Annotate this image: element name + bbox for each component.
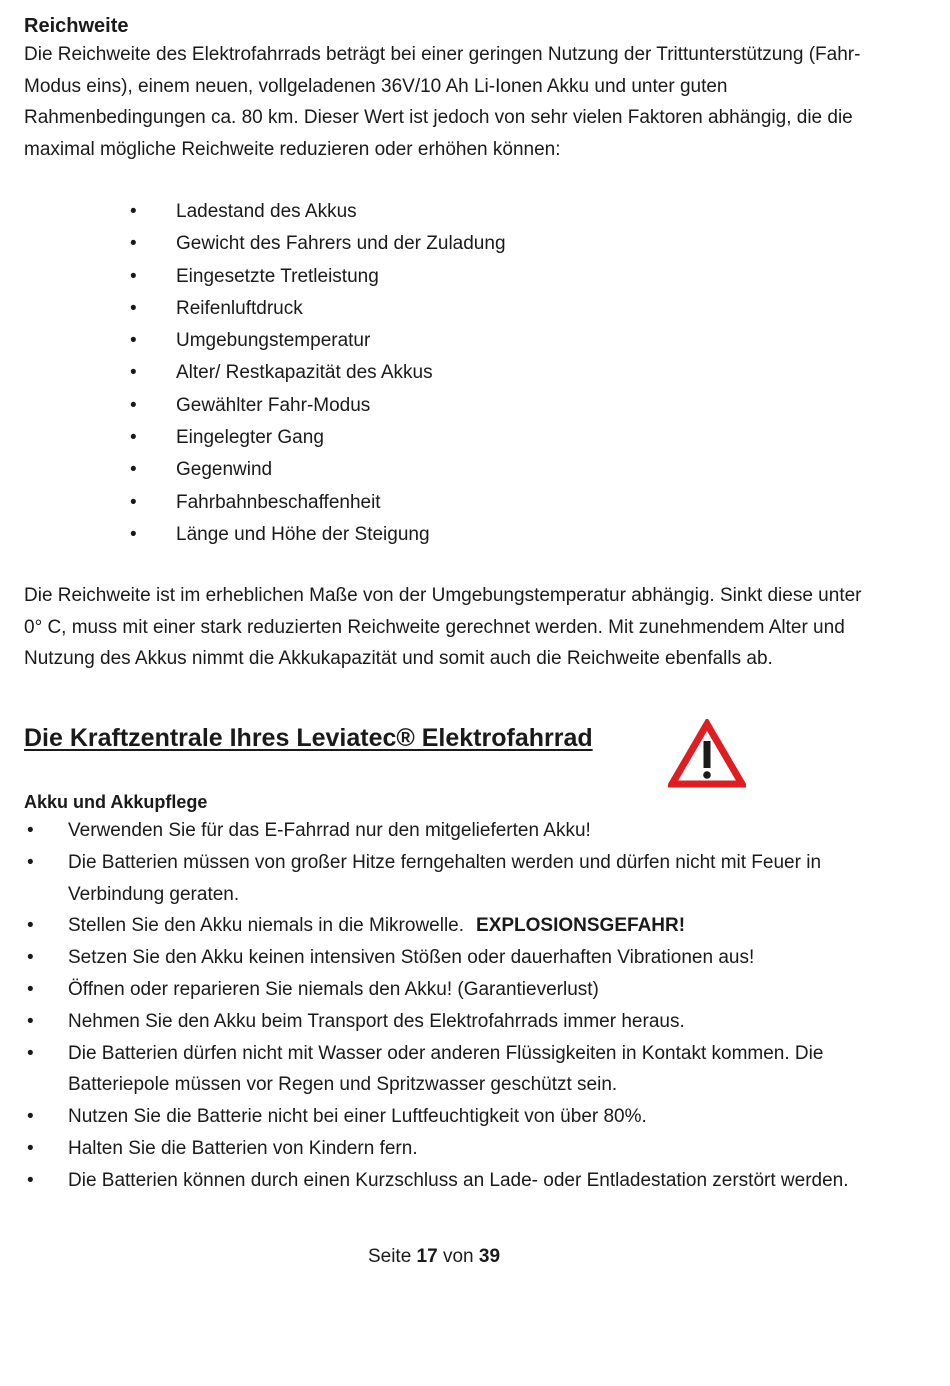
list-item: • Die Batterien dürfen nicht mit Wasser oder anderen Flüssigkeiten in Kontakt kommen. Die Batteriepole müssen vor Regen und Spritzwasser geschützt sein. [0,1038,880,1102]
intro-paragraph: Die Reichweite des Elektrofahrrads beträgt bei einer geringen Nutzung der Trittunterstützung (Fahr-Modus eins), einem neuen, vollgeladenen 36V/10 Ah Li-Ionen Akku und unter guten Rahmenbedingungen ca. 80 km. Dieser Wert ist jedoch von sehr vielen Faktoren abhängig, die die maximal mögliche Reichweite reduzieren oder erhöhen können: [24,44,861,160]
section-title-kraftzentrale: Die Kraftzentrale Ihres Leviatec® Elektrofahrrad [24,724,593,752]
list-item: • Umgebungstemperatur [0,325,506,357]
list-item-text: Stellen Sie den Akku niemals in die Mikrowelle. [68,915,465,937]
list-item: • Alter/ Restkapazität des Akkus [0,357,506,389]
explosion-warning: EXPLOSIONSGEFAHR! [476,915,686,937]
range-factors-list [0,196,506,551]
footer-middle: von [442,1246,474,1267]
temperature-paragraph: Die Reichweite ist im erheblichen Maße von der Umgebungstemperatur abhängig. Sinkt diese unter 0° C, muss mit einer stark reduzierten Reichweite gerechnet werden. Mit zunehmendem Alter und Nutzung des Akkus nimmt die Akkukapazität und somit auch die Reichweite ebenfalls ab. [24,585,862,669]
list-item: • Setzen Sie den Akku keinen intensiven Stößen oder dauerhaften Vibrationen aus! [0,942,880,974]
page-footer [0,1243,868,1271]
subsection-title-akku: Akku und Akkupflege [24,792,208,812]
page-number: 17 [416,1246,438,1267]
battery-care-list [0,815,880,1197]
section-title-reichweite: Reichweite [24,15,129,37]
list-item [0,910,880,942]
list-item: • Gewählter Fahr-Modus [0,390,506,422]
warning-triangle-icon [668,719,746,789]
page-total: 39 [478,1246,501,1267]
list-item: • Öffnen oder reparieren Sie niemals den Akku! (Garantieverlust) [0,974,880,1006]
list-item: • Reifenluftdruck [0,293,506,325]
list-item: • Nutzen Sie die Batterie nicht bei einer Luftfeuchtigkeit von über 80%. [0,1101,880,1133]
list-item: • Gewicht des Fahrers und der Zuladung [0,228,506,260]
list-item: • Die Batterien können durch einen Kurzschluss an Lade- oder Entladestation zerstört werden. [0,1165,880,1197]
list-item: • Ladestand des Akkus [0,196,506,228]
list-item: • Länge und Höhe der Steigung [0,519,506,551]
list-item: • Nehmen Sie den Akku beim Transport des Elektrofahrrads immer heraus. [0,1006,880,1038]
list-item: • Verwenden Sie für das E-Fahrrad nur den mitgelieferten Akku! [0,815,880,847]
list-item: • Fahrbahnbeschaffenheit [0,487,506,519]
list-item: • Halten Sie die Batterien von Kindern fern. [0,1133,880,1165]
list-item: • Die Batterien müssen von großer Hitze ferngehalten werden und dürfen nicht mit Feuer in Verbindung geraten. [0,847,880,911]
list-item: • Gegenwind [0,454,506,486]
list-item: • Eingelegter Gang [0,422,506,454]
list-item: • Eingesetzte Tretleistung [0,261,506,293]
footer-prefix: Seite [367,1246,412,1267]
